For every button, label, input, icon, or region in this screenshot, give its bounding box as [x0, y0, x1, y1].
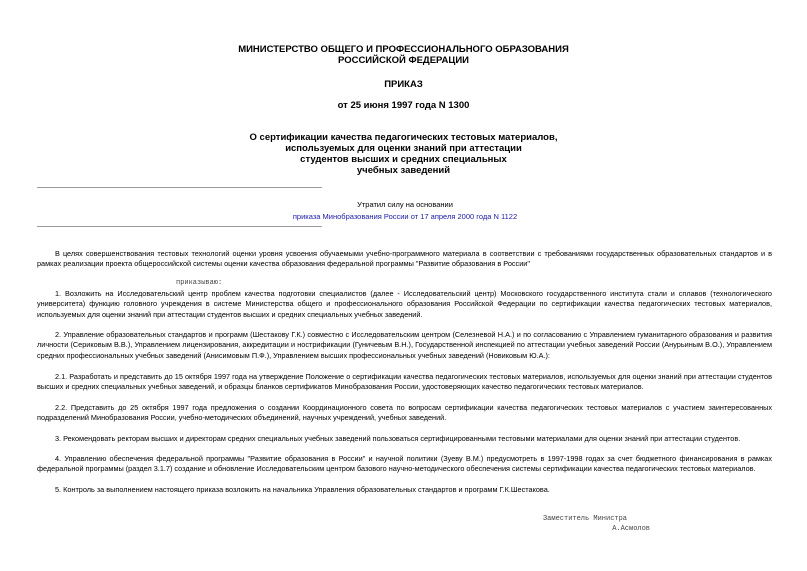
prikazyvayu-text: приказываю:: [176, 279, 223, 287]
lost-force-link-wrap: [270, 211, 540, 222]
title-line-4: учебных заведений: [356, 165, 451, 176]
preamble-paragraph: В целях совершенствования тестовых технологий оценки уровня усвоения обучаемыми учебно-программного материала в соответствии с требованиями государственных образовательных стандартов и в рамках реализации проекта общероссийской системы оценки качества образования федеральной программы "Развитие образования в России": [37, 249, 772, 269]
signature-position: Заместитель Министра: [542, 515, 627, 523]
paragraph-4: 4. Управлению обеспечения федеральной программы "Развитие образования в России" и научной политики (Зуеву В.М.) предусмотреть в 1997-1998 годах за счет бюджетного финансирования в рамках федеральной программы (раздел 3.1.7) создание и обновление Исследовательским центром базового научно-методического обеспечения системы сертификации качества педагогических тестовых материалов.: [37, 454, 772, 474]
paragraph-5: 5. Контроль за выполнением настоящего приказа возложить на начальника Управления образовательных стандартов и программ Г.К.Шестакова.: [55, 485, 550, 494]
signature-name: А.Асмолов: [612, 525, 650, 533]
ministry-line-2: РОССИЙСКОЙ ФЕДЕРАЦИИ: [337, 55, 469, 66]
paragraph-2: 2. Управление образовательных стандартов и программ (Шестакову Г.К.) совместно с Исследовательским центром (Селезневой Н.А.) и по согласованию с Управлением гуманитарного образования и развития личности (Сериковым В.В.), Управлением лицензирования, аккредитации и нострификации (Гуничевым В.Н.), Государственной инспекцией по аттестации учебных заведений России (Анурьиным В.О.), Управлением средних профессиональных учебных заведений (Анисимовым П.Ф.), Управлением высших профессиональных учебных заведений (Новиковым Ю.А.):: [37, 330, 772, 360]
paragraph-2-1: 2.1. Разработать и представить до 15 октября 1997 года на утверждение Положение о сертификации качества педагогических тестовых материалов, используемых для оценки знаний при аттестации студентов высших и средних специальных учебных заведений, и образцы бланков сертификатов Минобразования России, удостоверяющих качество педагогических тестовых материалов.: [37, 372, 772, 392]
lost-force-link[interactable]: приказа Минобразования России от 17 апреля 2000 года N 1122: [292, 212, 518, 221]
divider-top: [37, 187, 322, 188]
doc-date-number: от 25 июня 1997 года N 1300: [337, 100, 470, 111]
title-line-2: используемых для оценки знаний при аттестации: [285, 143, 522, 154]
ministry-line-1: МИНИСТЕРСТВО ОБЩЕГО И ПРОФЕССИОНАЛЬНОГО ОБРАЗОВАНИЯ: [238, 44, 569, 55]
paragraph-1: 1. Возложить на Исследовательский центр проблем качества подготовки специалистов (далее - Исследовательский центр) Московского государственного института стали и сплавов (технологического университета) функцию головного учреждения в системе Министерства общего и профессионального образования Российской Федерации по сертификации качества педагогических тестовых материалов, используемых для оценки знаний при аттестации студентов высших и средних специальных учебных заведений.: [37, 289, 772, 319]
divider-bottom: [37, 226, 322, 227]
doc-type: ПРИКАЗ: [384, 79, 423, 90]
paragraph-3: 3. Рекомендовать ректорам высших и директорам средних специальных учебных заведений пользоваться сертифицированными тестовыми материалами для оценки знаний при аттестации студентов.: [55, 434, 741, 443]
title-line-3: студентов высших и средних специальных: [300, 154, 507, 165]
paragraph-2-2: 2.2. Представить до 25 октября 1997 года предложения о создании Координационного совета по вопросам сертификации качества педагогических тестовых материалов с участием заинтересованных подразделений Минобразования России, учебно-методических объединений, научных учреждений, учебных заведений.: [37, 403, 772, 423]
title-line-1: О сертификации качества педагогических тестовых материалов,: [249, 132, 558, 143]
lost-force-text: Утратил силу на основании: [357, 200, 453, 209]
